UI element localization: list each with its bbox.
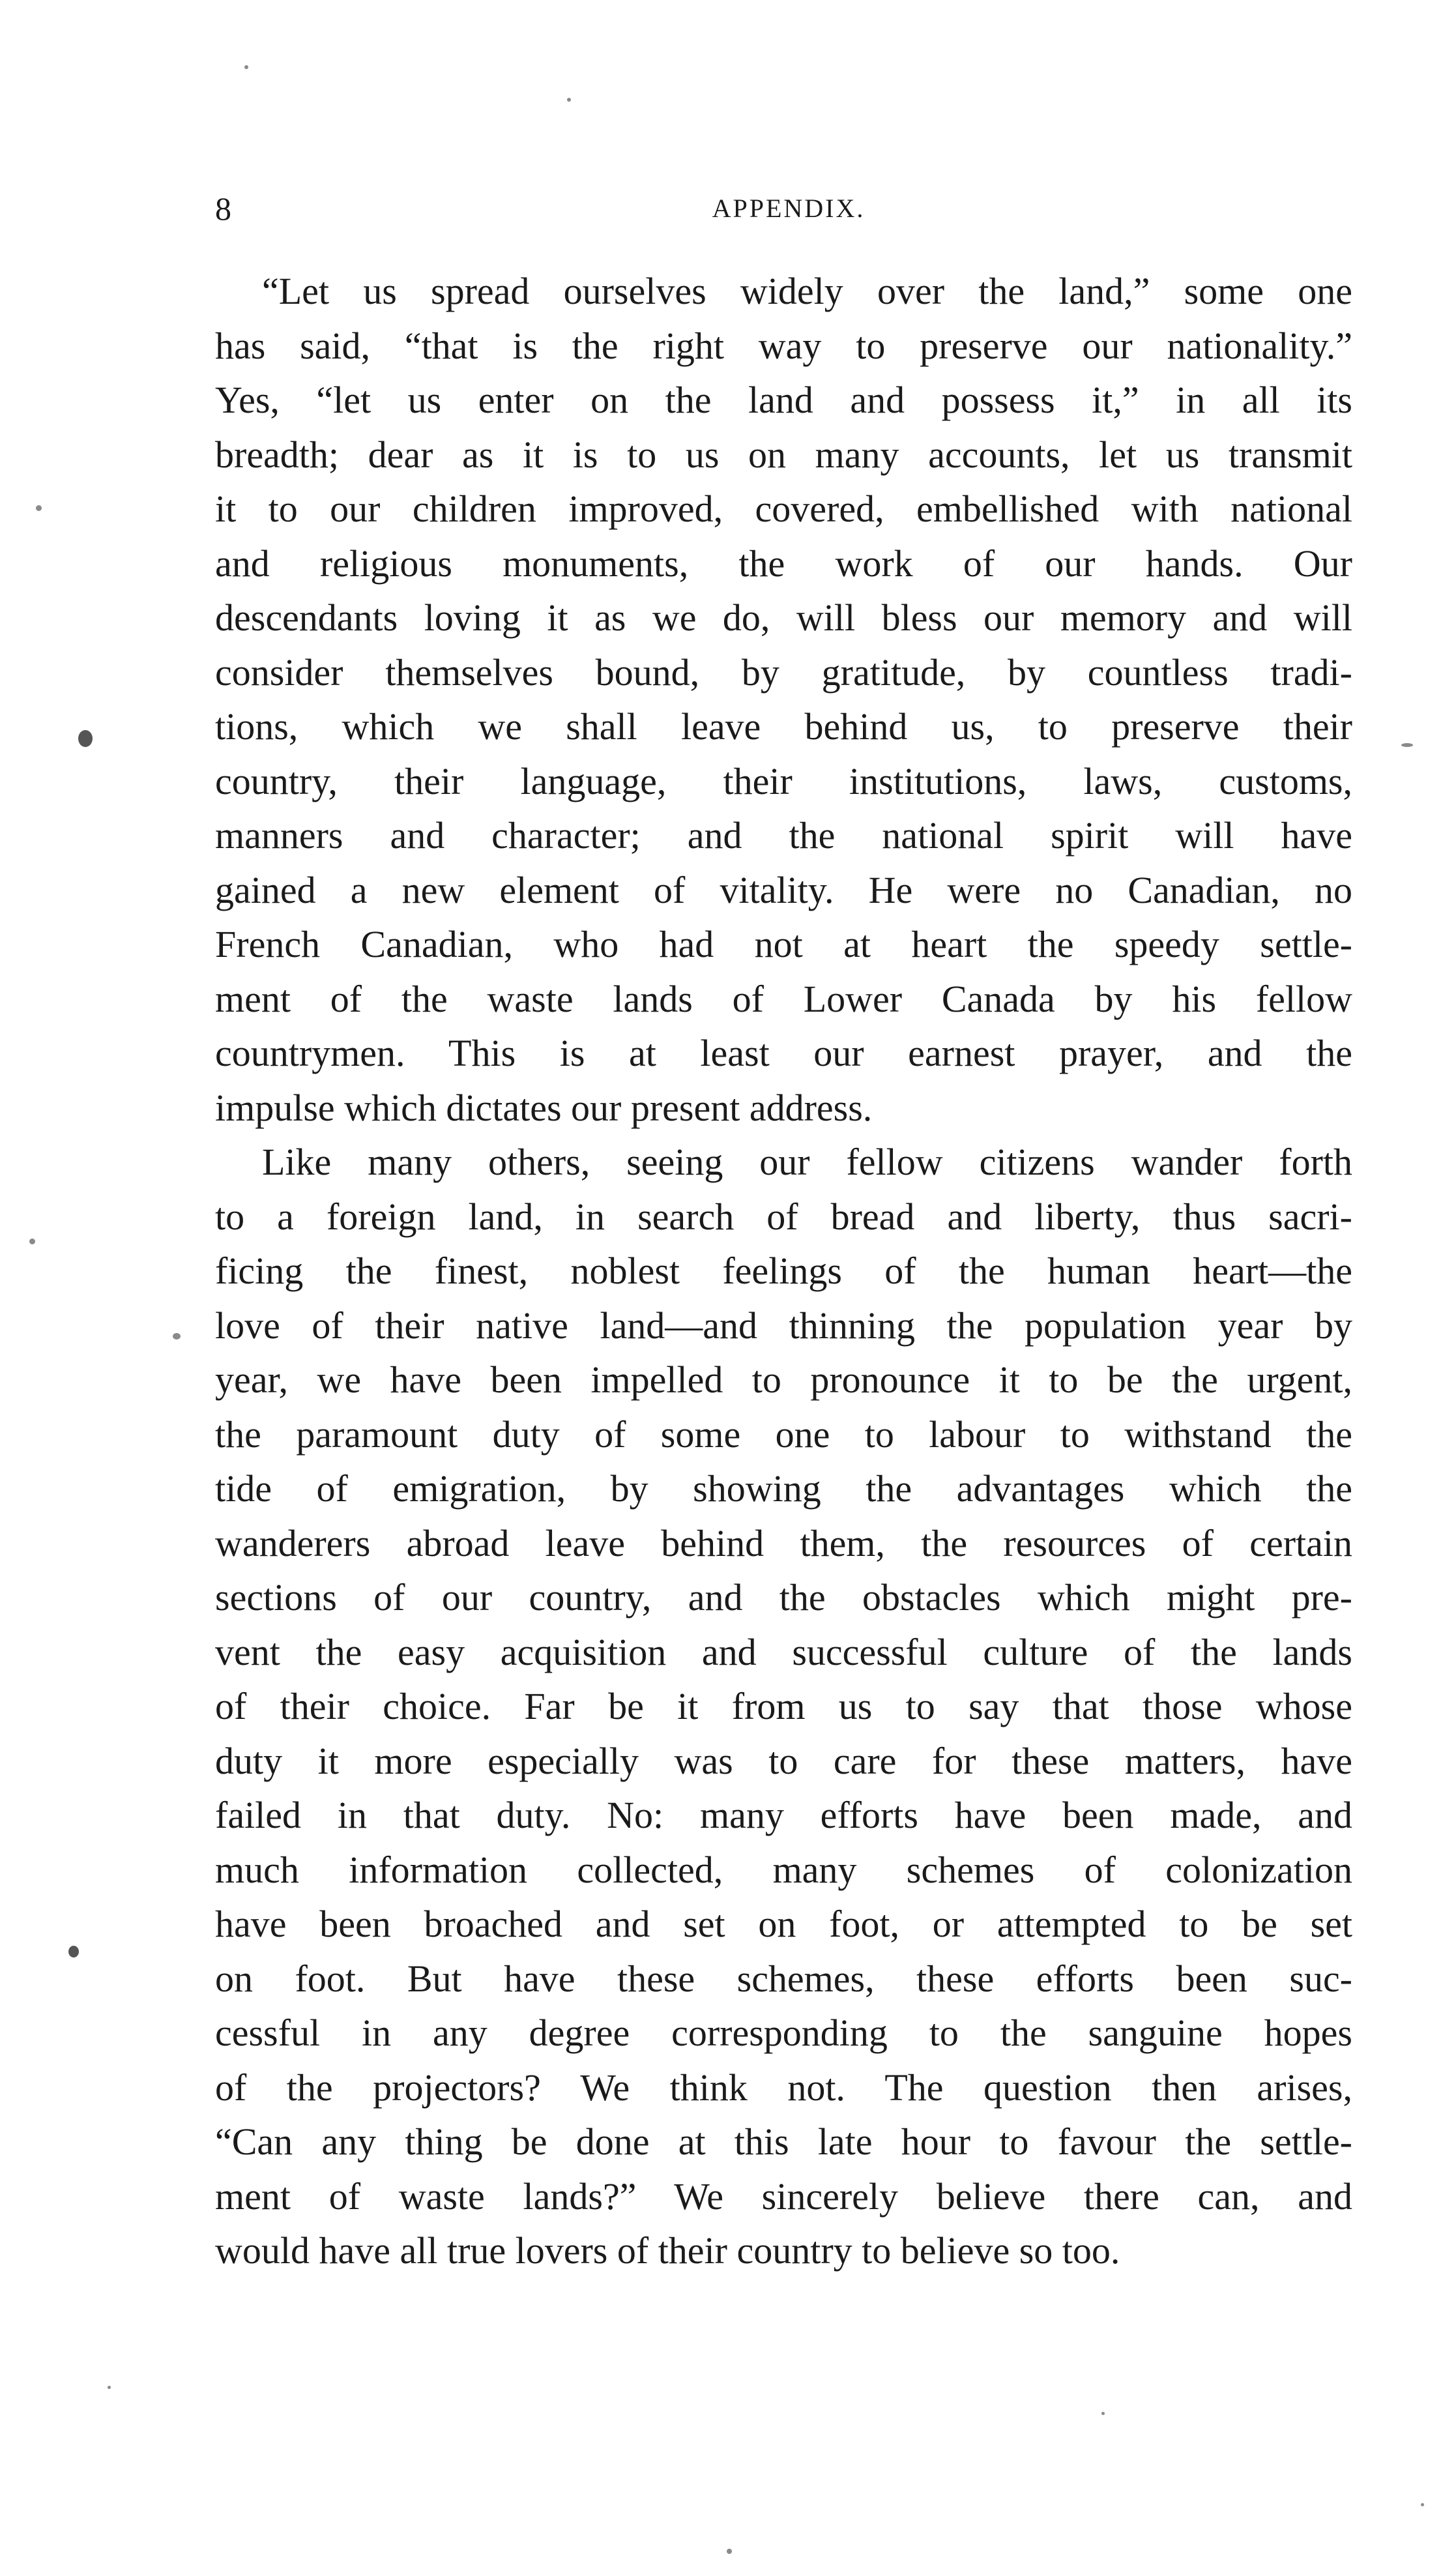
- scan-speck: [36, 505, 42, 511]
- text-line: ficing the finest, noblest feelings of the human heart—the: [215, 1250, 1352, 1292]
- text-line: “Let us spread ourselves widely over the land,” some one: [262, 270, 1352, 312]
- text-line: ment of the waste lands of Lower Canada by his fellow: [215, 977, 1352, 1020]
- paragraph-1: [215, 264, 1352, 1135]
- text-line: country, their language, their institutions, laws, customs,: [215, 759, 1352, 802]
- text-line: vent the easy acquisition and successful culture of the lands: [215, 1630, 1352, 1673]
- text-line: countrymen. This is at least our earnest prayer, and the: [215, 1032, 1352, 1074]
- text-line: would have all true lovers of their country to believe so too.: [215, 2229, 1120, 2272]
- scan-speck: [78, 730, 93, 747]
- text-line: it to our children improved, covered, embellished with national: [215, 488, 1352, 530]
- scan-speck: [173, 1333, 181, 1340]
- page-header: [215, 186, 1362, 231]
- text-line: Yes, “let us enter on the land and possess it,” in all its: [215, 379, 1352, 421]
- text-line: “Can any thing be done at this late hour to favour the settle-: [215, 2120, 1352, 2163]
- text-line: to a foreign land, in search of bread and liberty, thus sacri-: [215, 1195, 1352, 1238]
- paragraph-2: [215, 1135, 1352, 2278]
- text-line: ment of waste lands?” We sincerely believe there can, and: [215, 2175, 1352, 2218]
- text-line: Like many others, seeing our fellow citizens wander forth: [262, 1141, 1352, 1183]
- scan-speck: [567, 98, 571, 102]
- body-text: [215, 264, 1352, 2278]
- text-line: much information collected, many schemes of colonization: [215, 1848, 1352, 1891]
- text-line: has said, “that is the right way to preserve our nationality.”: [215, 324, 1352, 367]
- text-line: manners and character; and the national spirit will have: [215, 814, 1352, 857]
- text-line: descendants loving it as we do, will bless our memory and will: [215, 596, 1352, 639]
- text-line: sections of our country, and the obstacles which might pre-: [215, 1576, 1352, 1619]
- text-line: gained a new element of vitality. He were no Canadian, no: [215, 868, 1352, 911]
- scan-speck: [68, 1946, 79, 1957]
- scan-speck: [108, 2386, 111, 2389]
- text-line: French Canadian, who had not at heart the speedy settle-: [215, 923, 1352, 965]
- page-number: 8: [215, 190, 231, 227]
- text-line: have been broached and set on foot, or attempted to be set: [215, 1903, 1352, 1945]
- text-line: tions, which we shall leave behind us, to preserve their: [215, 705, 1352, 748]
- running-head: APPENDIX.: [712, 194, 866, 223]
- text-line: cessful in any degree corresponding to the sanguine hopes: [215, 2012, 1352, 2054]
- text-line: of their choice. Far be it from us to say that those whose: [215, 1685, 1352, 1727]
- text-line: and religious monuments, the work of our hands. Our: [215, 542, 1352, 585]
- text-line: failed in that duty. No: many efforts have been made, and: [215, 1794, 1352, 1836]
- scan-speck: [1421, 2503, 1424, 2506]
- text-line: impulse which dictates our present address.: [215, 1086, 873, 1129]
- text-line: tide of emigration, by showing the advantages which the: [215, 1467, 1352, 1510]
- text-line: the paramount duty of some one to labour to withstand the: [215, 1413, 1352, 1456]
- text-line: wanderers abroad leave behind them, the resources of certain: [215, 1521, 1352, 1564]
- text-line: of the projectors? We think not. The question then arises,: [215, 2066, 1352, 2109]
- scan-speck: [1401, 743, 1413, 747]
- scan-speck: [29, 1239, 35, 1244]
- scan-speck: [1101, 2412, 1105, 2415]
- text-line: on foot. But have these schemes, these efforts been suc-: [215, 1957, 1352, 2000]
- text-line: love of their native land—and thinning the population year by: [215, 1304, 1352, 1347]
- text-line: consider themselves bound, by gratitude, by countless tradi-: [215, 651, 1352, 694]
- text-line: breadth; dear as it is to us on many accounts, let us transmit: [215, 433, 1352, 476]
- scan-speck: [244, 65, 248, 69]
- text-line: year, we have been impelled to pronounce it to be the urgent,: [215, 1358, 1352, 1401]
- scan-speck: [727, 2549, 732, 2554]
- text-line: duty it more especially was to care for these matters, have: [215, 1739, 1352, 1782]
